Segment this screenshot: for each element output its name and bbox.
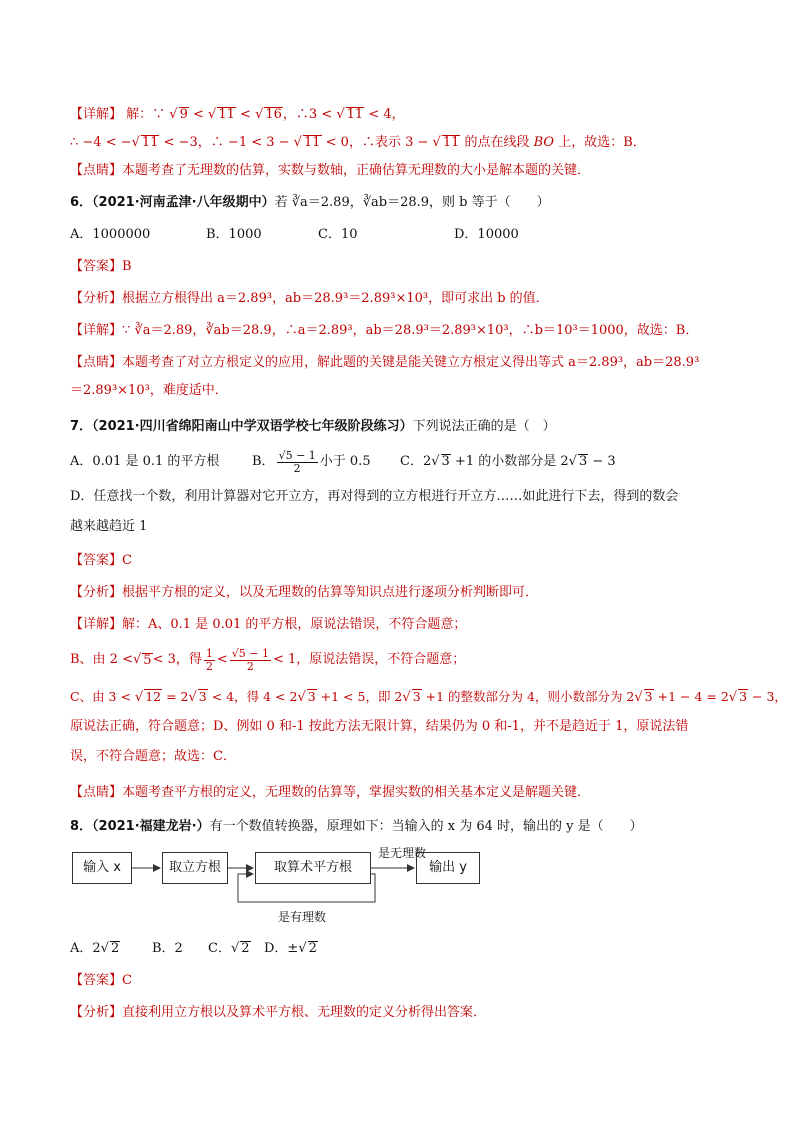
q6-analysis xyxy=(70,290,549,308)
converter-flowchart xyxy=(70,846,490,942)
text: < 1，原说法错误，不符合题意； xyxy=(272,652,466,667)
option-b-label: B． xyxy=(252,454,275,469)
radicand: 16 xyxy=(265,107,282,122)
text: < 4，得 4 < 2 xyxy=(207,689,298,704)
text: < xyxy=(188,107,209,122)
analysis-tag: 【分析】 xyxy=(70,1005,123,1020)
radicand: 3 xyxy=(441,454,450,469)
option-c: C．√ 2 xyxy=(208,941,250,956)
radicand: 3 xyxy=(307,689,316,704)
option-d: D．±√ 2 xyxy=(264,941,317,956)
option-b: B．2 xyxy=(152,941,183,956)
q6-detail xyxy=(70,322,698,340)
radicand: 3 xyxy=(739,689,748,704)
text: C、由 3 < xyxy=(70,689,135,704)
q7-detail-c: C、由 3 < √ 12 = 2√ 3 < 4，得 4 < 2√ 3 +1 < 5，即 2√ 3 +1 的整数部分为 4，则小数部分为 2√ 3 +1 − 4 = 2√ 3 − 3， xyxy=(70,689,787,705)
answer-tag: 【答案】 xyxy=(70,553,123,568)
q6-options xyxy=(70,226,519,244)
q7-detail-d-cont: 误，不符合题意；故选：C． xyxy=(70,749,236,764)
text: C．2 xyxy=(400,454,432,469)
denominator: 2 xyxy=(293,461,301,475)
denominator: 2 xyxy=(246,659,254,673)
output-box: 输出 y xyxy=(416,852,480,884)
q6-answer xyxy=(70,258,132,276)
text: +1 的整数部分为 4，则小数部分为 2 xyxy=(421,689,635,704)
detail-line-q5-2: ∴ −4 < −√ 11 < −3，∴ −1 < 3 − √ 11 < 0，∴表示 3 − √ 11 的点在线段 BO 上，故选：B． xyxy=(70,135,646,150)
text: 解：∵ xyxy=(126,107,170,122)
analysis-tag: 【分析】 xyxy=(70,291,123,306)
answer-tag: 【答案】 xyxy=(70,259,123,274)
q8-analysis xyxy=(70,1004,486,1022)
point-text: 本题考查了对立方根定义的应用，解此题的关键是能关键立方根定义得出等式 a＝2.89³，ab＝28.9³ xyxy=(122,355,700,370)
numerator: √5 − 1 xyxy=(278,448,316,462)
detail-tag: 【详解】 xyxy=(70,107,123,122)
numerator: 1 xyxy=(205,646,213,660)
option-c: C．10 xyxy=(318,227,358,242)
analysis-text: 根据平方根的定义，以及无理数的估算等知识点进行逐项分析判断即可． xyxy=(122,585,539,600)
q7-detail-d: 原说法正确，符合题意；D、例如 0 和-1 按此方法无限计算，结果仍为 0 和-1，并不是趋近于 1，原说法错 xyxy=(70,719,689,734)
question-number: 8． xyxy=(70,819,93,834)
point-tag: 【点睛】 xyxy=(70,355,123,370)
cube-root-box: 取立方根 xyxy=(162,852,228,884)
input-box: 输入 x xyxy=(72,852,132,884)
answer-text: C xyxy=(122,553,132,568)
option-a: A．2√ 2 xyxy=(70,941,120,956)
text: < xyxy=(235,107,256,122)
text: B、由 2 < xyxy=(70,652,133,667)
radicand: 3 xyxy=(412,689,421,704)
radicand: 12 xyxy=(145,689,162,704)
text: ，∴3 < xyxy=(282,107,337,122)
question-number: 7． xyxy=(70,419,93,434)
question-8 xyxy=(70,818,643,836)
question-source: （2021·河南孟津·八年级期中） xyxy=(92,195,275,210)
option-c: C．2√ 3 +1 的小数部分是 2√ 3 − 3 xyxy=(400,454,616,469)
point-line-q5 xyxy=(70,162,590,180)
text: +1 − 4 = 2 xyxy=(653,689,729,704)
point-tag: 【点睛】 xyxy=(70,163,123,178)
numerator: √5 − 1 xyxy=(231,646,269,660)
point-text: 本题考查平方根的定义，无理数的估算等，掌握实数的相关基本定义是解题关键． xyxy=(122,785,591,800)
text: − 3， xyxy=(748,689,787,704)
question-source: （2021·四川省绵阳南山中学双语学校七年级阶段练习） xyxy=(92,419,413,434)
radicand: 2 xyxy=(110,941,120,956)
text: = 2 xyxy=(162,689,189,704)
text: < 4， xyxy=(364,107,405,122)
q8-answer xyxy=(70,972,132,990)
radicand: 11 xyxy=(442,135,460,150)
analysis-text: 根据立方根得出 a＝2.89³，ab＝28.9³＝2.89³×10³，即可求出 b 的值． xyxy=(122,291,549,306)
radicand: 3 xyxy=(198,689,207,704)
question-text: 有一个数值转换器，原理如下：当输入的 x 为 64 时，输出的 y 是（ ） xyxy=(209,819,643,834)
question-source: （2021·福建龙岩·） xyxy=(92,819,210,834)
q7-options-abc xyxy=(70,448,616,476)
point-tag: 【点睛】 xyxy=(70,785,123,800)
question-text: 下列说法正确的是（ ） xyxy=(412,419,556,434)
analysis-text: 直接利用立方根以及算术平方根、无理数的定义分析得出答案． xyxy=(122,1005,487,1020)
q7-detail xyxy=(70,616,466,634)
radicand: 2 xyxy=(241,941,250,956)
radicand: 3 xyxy=(644,689,653,704)
answer-text: B xyxy=(122,259,132,274)
text: A．2 xyxy=(70,941,101,956)
radicand: 11 xyxy=(218,107,235,122)
detail-text: ∵ ∛a＝2.89，∛ab＝28.9，∴a＝2.89³，ab＝28.9³＝2.89³×10³，∴b＝10³＝1000，故选：B． xyxy=(122,323,699,338)
analysis-tag: 【分析】 xyxy=(70,585,123,600)
text: +1 的小数部分是 2 xyxy=(450,454,569,469)
q7-point xyxy=(70,784,590,802)
option-a: A．1000000 xyxy=(70,227,151,242)
point-text-cont: ＝2.89³×10³，难度适中． xyxy=(70,383,228,398)
sqrt-box: 取算术平方根 xyxy=(255,852,371,884)
radicand: 3 xyxy=(578,454,588,469)
text: +1 < 5，即 2 xyxy=(316,689,403,704)
radicand: 9 xyxy=(179,107,188,122)
text: < 3，得 xyxy=(152,652,202,667)
detail-tag: 【详解】 xyxy=(70,323,123,338)
option-d-cont: 越来越趋近 1 xyxy=(70,519,148,534)
option-b: B．1000 xyxy=(206,227,262,242)
q7-answer xyxy=(70,552,132,570)
option-b-text: 小于 0.5 xyxy=(319,454,371,469)
denominator: 2 xyxy=(205,659,213,673)
irrational-label: 是无理数 xyxy=(378,846,427,860)
fraction xyxy=(230,648,271,673)
segment-label: BO xyxy=(533,135,555,150)
text: < −3，∴ −1 < 3 − xyxy=(159,135,294,150)
text: < 0，∴表示 3 − xyxy=(321,135,433,150)
text: D．± xyxy=(264,941,299,956)
radicand: 2 xyxy=(308,941,317,956)
option-d: D．10000 xyxy=(454,227,519,242)
q6-point xyxy=(70,354,699,372)
text: − 3 xyxy=(588,454,616,469)
text: < xyxy=(216,652,228,667)
question-text: 若 ∛a＝2.89，∛ab＝28.9，则 b 等于（ ） xyxy=(274,195,550,210)
radicand: 5 xyxy=(143,653,152,668)
answer-text: C xyxy=(122,973,132,988)
fraction xyxy=(204,648,215,673)
text: 上，故选：B． xyxy=(554,135,646,150)
point-text: 本题考查了无理数的估算，实数与数轴，正确估算无理数的大小是解本题的关键． xyxy=(122,163,591,178)
answer-tag: 【答案】 xyxy=(70,973,123,988)
radicand: 11 xyxy=(346,107,364,122)
rational-label: 是有理数 xyxy=(278,910,327,924)
text: ∴ −4 < − xyxy=(70,135,132,150)
question-number: 6． xyxy=(70,195,93,210)
question-6 xyxy=(70,194,550,212)
q7-analysis xyxy=(70,584,538,602)
q7-detail-b: B、由 2 < √ 5 < 3，得 $\frac{1}{2}$ < $\frac{√5 - 1}{2}$ < 1，原说法错误，不符合题意； xyxy=(70,646,466,673)
option-a: A．0.01 是 0.1 的平方根 xyxy=(70,454,220,469)
text: 的点在线段 xyxy=(460,135,534,150)
fraction xyxy=(277,450,318,475)
detail-line-q5: 【详解】 解：∵ √ 9 < √ 11 < √ 16，∴3 < √ 11 < 4， xyxy=(70,107,405,122)
option-d: D．任意找一个数，利用计算器对它开立方，再对得到的立方根进行开立方……如此进行下去，得到的数会 xyxy=(70,489,679,504)
radicand: 11 xyxy=(141,135,159,150)
text: C． xyxy=(208,941,231,956)
detail-tag: 【详解】 xyxy=(70,617,123,632)
q8-options xyxy=(70,940,318,958)
option-b xyxy=(252,450,400,475)
radicand: 11 xyxy=(303,135,321,150)
question-7 xyxy=(70,418,556,436)
detail-text: 解：A、0.1 是 0.01 的平方根，原说法错误，不符合题意； xyxy=(122,617,467,632)
